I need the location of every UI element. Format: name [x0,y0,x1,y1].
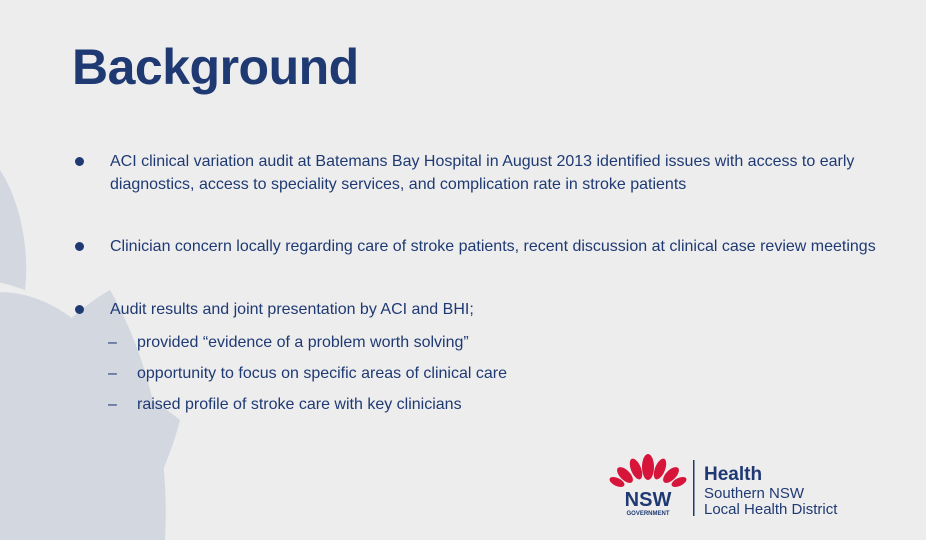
bullet-text: Audit results and joint presentation by ACI and BHI; [110,301,474,318]
bullet-dot-icon [75,157,84,166]
sub-bullet-item [108,362,507,385]
sub-bullet-dash: – [108,365,117,382]
sub-bullet-item [108,393,462,416]
bullet-dot-icon [75,242,84,251]
sub-bullet-text: provided “evidence of a problem worth solving” [137,334,469,351]
bullet-dot-icon [75,305,84,314]
bullet-text: Clinician concern locally regarding care of stroke patients, recent discussion at clinical case review meetings [110,238,876,255]
logo-nsw-text: NSW [624,489,672,511]
bullet-item [110,298,870,321]
logo-district-line2: Local Health District [704,501,838,518]
bullet-item [110,150,870,196]
slide-title: Background [72,39,359,95]
sub-bullet-dash: – [108,334,117,351]
logo-government-text: GOVERNMENT [626,511,670,517]
logo-divider [693,460,695,516]
sub-bullet-dash: – [108,396,117,413]
sub-bullet-text: opportunity to focus on specific areas of clinical care [137,365,507,382]
waratah-logo-icon [608,454,688,489]
logo-district-line1: Southern NSW [704,485,805,502]
bullet-item [110,235,880,258]
sub-bullet-item [108,331,469,354]
bullet-text: ACI clinical variation audit at Batemans Bay Hospital in August 2013 identified issues with access to early diagnostics, access to speciality services, and complication rate in stroke patients [110,153,855,193]
logo-health-text: Health [704,464,763,485]
nsw-health-logo [608,452,898,524]
sub-bullet-text: raised profile of stroke care with key clinicians [137,396,462,413]
